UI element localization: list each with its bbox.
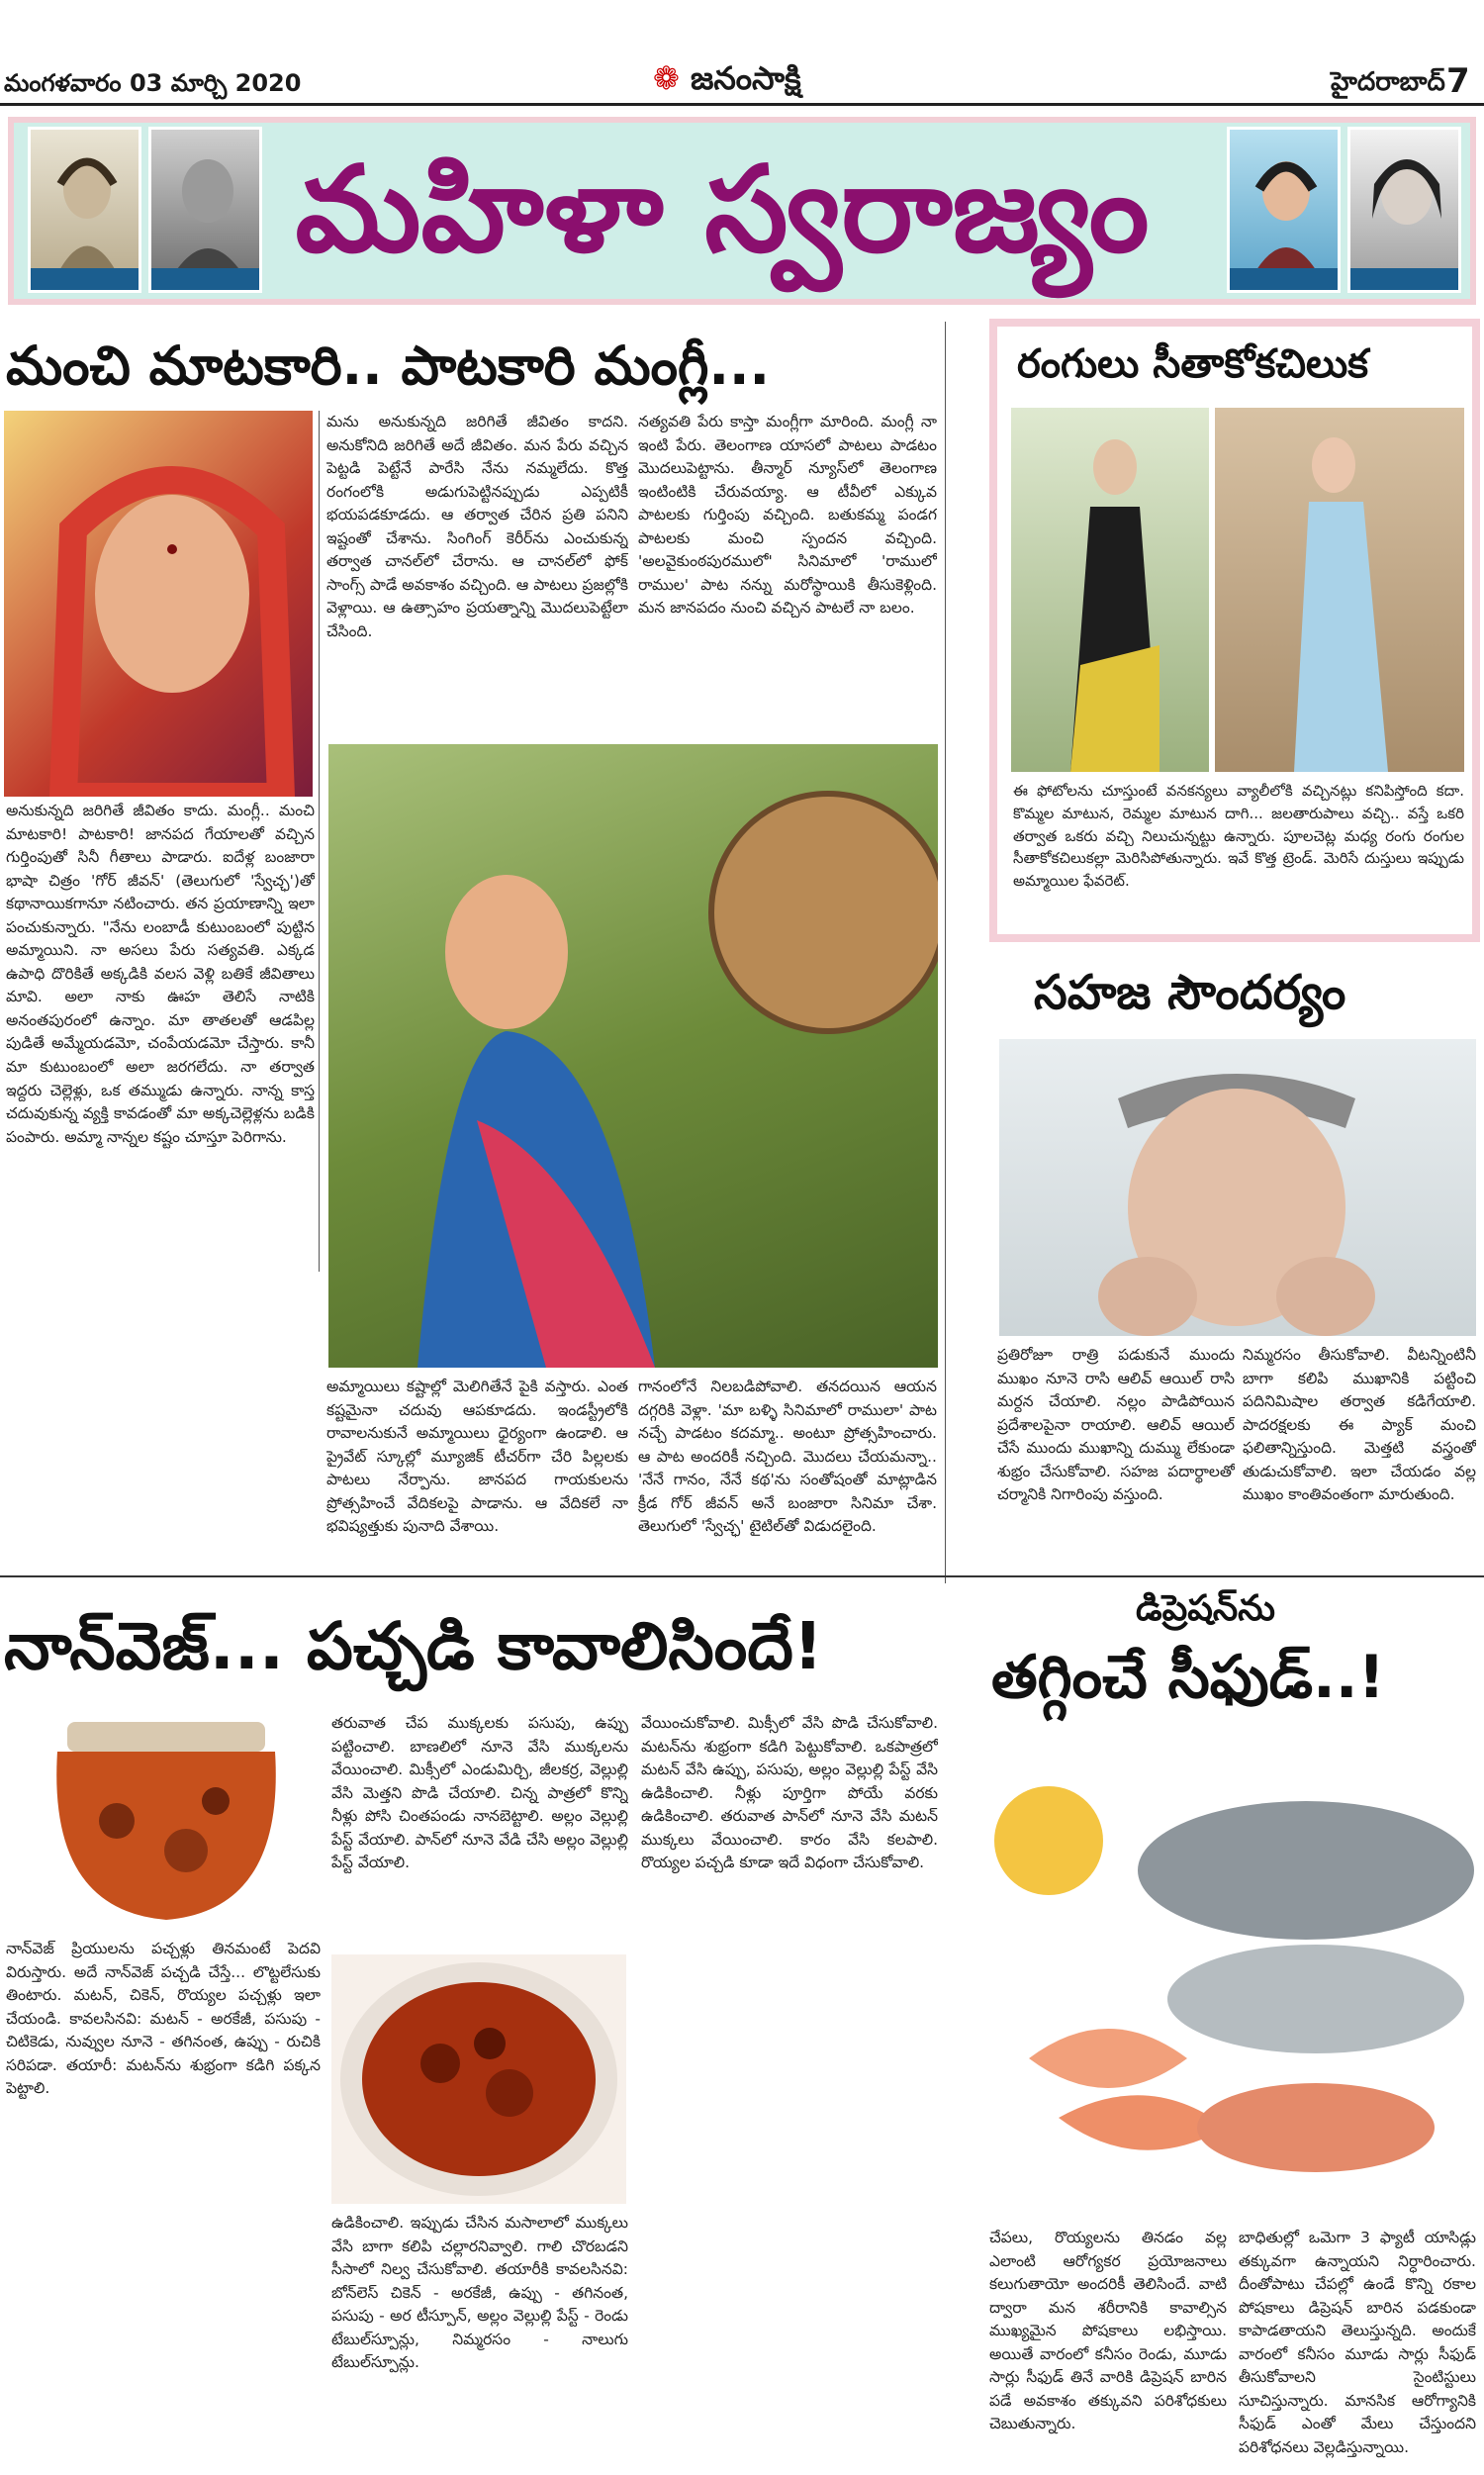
column-divider — [945, 322, 946, 1583]
story-beauty-headline: సహజ సౌందర్యం — [1034, 965, 1346, 1020]
story-seafood-column-2: బాధితుల్లో ఒమెగా 3 ఫ్యాటీ యాసిడ్లు తక్కువగా ఉన్నాయని నిర్ధారించారు. దీంతోపాటు చేపల్లో ఉండే కొన్ని రకాల పోషకాలు డిప్రెషన్ బారిన పడకుండా కాపాడతాయని తెలుస్తున్నది. అందుకే వారంలో కనీసం మూడు సార్లు సీఫుడ్ తీసుకోవాలని సైంటిస్టులు సూచిస్తున్నారు. మానసిక ఆరోగ్యానికి సీఫుడ్ ఎంతో మేలు చేస్తుందని పరిశోధనలు వెల్లడిస్తున్నాయి. — [1239, 2229, 1476, 2456]
portrait-photo-4 — [1347, 127, 1461, 293]
logo-mark-icon: ❁ — [653, 59, 680, 97]
portrait-caption-1 — [31, 268, 139, 290]
face-wash-photo — [999, 1039, 1476, 1336]
fish-and-prawns-icon — [989, 1742, 1476, 2217]
story-pickle-headline: నాన్‌వెజ్... పచ్చడి కావాలిసిందే! — [4, 1608, 823, 1684]
portrait-caption-2 — [151, 268, 259, 290]
pickle-jar-icon — [8, 1712, 323, 1930]
story-butterfly-text: ఈ ఫోటోలను చూస్తుంటే వనకన్యలు వ్యాలీలోకి వచ్చినట్లు కనిపిస్తోంది కదా. కొమ్మల మాటున, రెమ్మల మాటున దాగి... జలతారుపాలు వచ్చి.. వస్తే ఒకరి తర్వాత ఒకరు వచ్చి నిలుచున్నట్టు ఉన్నారు. పూలచెట్ల మధ్య రంగు రంగుల సీతాకోకచిలుకల్లా మెరిసిపోతున్నారు. ఇవే కొత్త ట్రెండ్. మెరిసే దుస్తులు ఇప్పుడు అమ్మాయిల ఫేవరెట్. — [1013, 782, 1464, 891]
singer-face-icon — [4, 411, 313, 797]
header-divider — [0, 103, 1484, 106]
issue-date: మంగళవారం 03 మార్చి 2020 — [4, 69, 302, 97]
edition-city: హైదరాబాద్ — [1331, 67, 1445, 97]
section-divider — [0, 1575, 1484, 1577]
woman-portrait-icon — [31, 130, 141, 278]
portrait-photo-3 — [1227, 127, 1341, 293]
column-divider — [319, 411, 320, 1272]
story-mangli-column-3: నత్యవతి పేరు కాస్తా మంగ్లీగా మారింది. మంగ్లీ నా ఇంటి పేరు. తెలంగాణ యాసలో పాటలు పాడటం మొదలుపెట్టాను. తీన్మార్ న్యూస్‌లో తెలంగాణ ఇంటింటికి చేరువయ్యా. ఆ టీవీలో ఎక్కువ పాటలకు గుర్తింపు వచ్చింది. బతుకమ్మ పండగ పాటలకు మంచి స్పందన వచ్చింది. 'అలవైకుంఠపురములో' సినిమాలో 'రాములో రాముల' పాట నన్ను మరోస్థాయికి తీసుకెళ్లింది. మన జానపదం నుంచి వచ్చిన పాటలే నా బలం. — [638, 413, 937, 618]
banner-title: మహిళా స్వరాజ్యం — [295, 142, 1150, 279]
mangli-drum-photo — [328, 744, 938, 1368]
story-mangli-column-4: అమ్మాయిలు కష్టాల్లో మెలిగితేనే పైకి వస్తారు. ఎంత కష్టమైనా చదువు ఆపకూడదు. ఇండస్ట్రీలోకి రావాలనుకునే అమ్మాయిలు ధైర్యంగా ఉండాలి. ఆ ప్రైవేట్ స్కూల్లో మ్యూజిక్ టీచర్‌గా చేరి పిల్లలకు పాటలు నేర్పాను. జానపద గాయకులను ప్రోత్సహించే వేదికలపై పాడాను. ఆ వేదికలే నా భవిష్యత్తుకు పునాది వేశాయి. — [326, 1378, 628, 1536]
story-seafood-headline: తగ్గించే సీఫుడ్..! — [991, 1643, 1385, 1712]
woman-in-blue-dress-icon — [1215, 408, 1464, 772]
portrait-caption-3 — [1230, 268, 1338, 290]
elderly-woman-portrait-icon — [151, 130, 262, 278]
story-mangli-column-2: మను అనుకున్నది జరిగితే జీవితం కాదని. అనుకోనిది జరిగితే అదే జీవితం. మన పేరు వచ్చిన పెట్టడి పెట్టేనే పారేసి నేను నమ్మలేదు. కొత్త రంగంలోకి అడుగుపెట్టినప్పుడు ఎప్పటికీ భయపడకూడదు. ఆ తర్వాత చేరిన ప్రతి పనిని ఇష్టంతో చేశాను. సింగింగ్ కెరీర్‌ను ఎంచుకున్న తర్వాత చానల్‌లో చేరాను. ఆ చానల్‌లో ఫోక్ సాంగ్స్ పాడే అవకాశం వచ్చింది. ఆ పాటలు ప్రజల్లోకి వెళ్లాయి. ఆ ఉత్సాహం ప్రయత్నాన్ని మొదలుపెట్టేలా చేసింది. — [326, 413, 628, 640]
masthead — [0, 0, 1484, 99]
mangli-portrait-photo — [4, 411, 313, 797]
fashion-photo-1 — [1011, 408, 1209, 772]
woman-in-saree-icon — [1011, 408, 1209, 772]
woman-with-drum-icon — [328, 744, 938, 1368]
story-seafood-column-1: చేపలు, రొయ్యలను తినడం వల్ల ఎలాంటి ఆరోగ్యకర ప్రయోజనాలు కలుగుతాయో అందరికీ తెలిసిందే. వాటి ద్వారా మన శరీరానికి కావాల్సిన ముఖ్యమైన పోషకాలు లభిస్తాయి. అయితే వారంలో కనీసం రెండు, మూడు సార్లు సీఫుడ్ తినే వారికి డిప్రెషన్ బారిన పడే అవకాశం తక్కువని పరిశోధకులు చెబుతున్నారు. — [989, 2229, 1227, 2433]
story-pickle-column-1: నాన్‌వెజ్ ప్రియులను పచ్చళ్లు తినమంటే పెదవి విరుస్తారు. అదే నాన్‌వెజ్ పచ్చడి చేస్తే... లొట్టలేసుకు తింటారు. మటన్, చికెన్, రొయ్యల పచ్చళ్లు ఇలా చేయండి. కావలసినవి: మటన్ - అరకేజీ, పసుపు - చిటికెడు, నువ్వుల నూనె - తగినంత, ఉప్పు - రుచికి సరిపడా. తయారీ: మటన్‌ను శుభ్రంగా కడిగి పక్కన పెట్టాలి. — [6, 1940, 321, 2098]
woman-washing-face-icon — [999, 1039, 1476, 1336]
story-beauty-column-1: ప్రతిరోజూ రాత్రి పడుకునే ముందు ముఖం నూనె రాసి ఆలివ్ ఆయిల్ రాసి మర్దన చేయాలి. నల్లం పాడిపోయిన ప్రదేశాలపైనా రాయాలి. ఆలివ్ ఆయిల్ చేసే ముందు ముఖాన్ని దుమ్ము లేకుండా శుభ్రం చేసుకోవాలి. సహజ పదార్థాలతో చర్మానికి నిగారింపు వస్తుంది. — [997, 1346, 1235, 1504]
portrait-photo-2 — [148, 127, 262, 293]
portrait-photo-1 — [28, 127, 141, 293]
story-butterfly-headline: రంగులు సీతాకోకచిలుక — [1017, 341, 1369, 387]
pickle-jar-photo — [8, 1712, 323, 1930]
story-beauty-column-2: నిమ్మరసం తీసుకోవాలి. వీటన్నింటినీ బాగా కలిపి ముఖానికి పట్టించి పదినిమిషాల తర్వాత కడిగేయాలి. పాదరక్షలకు ఈ ప్యాక్ మంచి ఫలితాన్నిస్తుంది. మెత్తటి వస్త్రంతో తుడుచుకోవాలి. ఇలా చేయడం వల్ల ముఖం కాంతివంతంగా మారుతుంది. — [1243, 1346, 1476, 1504]
story-seafood-kicker: డిప్రెషన్‌ను — [1136, 1588, 1275, 1629]
story-mangli-column-1: అనుకున్నది జరిగితే జీవితం కాదు. మంగ్లీ.. మంచి మాటకారి! పాటకారి! జానపద గేయాలతో వచ్చిన గుర్తింపుతో సినీ గీతాలు పాడారు. ఐదేళ్ల బంజారా భాషా చిత్రం 'గోర్ జీవన్' (తెలుగులో 'స్వేచ్ఛ')తో కథానాయికగానూ నటించారు. తన ప్రయాణాన్ని ఇలా పంచుకున్నారు. "నేను లంబాడీ కుటుంబంలో పుట్టిన అమ్మాయిని. నా అసలు పేరు సత్యవతి. ఎక్కడ ఉపాధి దొరికితే అక్కడికి వలస వెళ్లి బతికే జీవితాలు మావి. అలా నాకు ఊహ తెలిసే నాటికి అనంతపురంలో ఉన్నాం. మా తాతలతో ఆడపిల్ల పుడితే అమ్మేయడమో, చంపేయడమో చేస్తారు. కానీ మా కుటుంబంలో అలా జరగలేదు. నా తర్వాత ఇద్దరు చెల్లెళ్లు, ఒక తమ్ముడు ఉన్నారు. నాన్న కాస్త చదువుకున్న వ్యక్తి కావడంతో మా అక్కచెల్లెళ్లను బడికి పంపారు. అమ్మా నాన్నల కష్టం చూస్తూ పెరిగాను. — [6, 802, 315, 1146]
story-pickle-column-2: తరువాత చేప ముక్కలకు పసుపు, ఉప్పు పట్టించాలి. బాణలిలో నూనె వేసి ముక్కలను వేయించాలి. మిక్సీలో ఎండుమిర్చి, జీలకర్ర, వెల్లుల్లి వేసి మెత్తని పొడి చేయాలి. చిన్న పాత్రలో కొన్ని నీళ్లు పోసి చింతపండు నానబెట్టాలి. అల్లం వెల్లుల్లి పేస్ట్ వేయాలి. పాన్‌లో నూనె వేడి చేసి అల్లం వెల్లుల్లి పేస్ట్ వేయాలి. — [331, 1714, 628, 1872]
story-pickle-column-3: వేయించుకోవాలి. మిక్సీలో వేసి పొడి చేసుకోవాలి. మటన్‌ను శుభ్రంగా కడిగి పెట్టుకోవాలి. ఒకపాత్రలో మటన్ వేసి ఉప్పు, పసుపు, అల్లం వెల్లుల్లి పేస్ట్ వేసి ఉడికించాలి. నీళ్లు పూర్తిగా పోయే వరకు ఉడికించాలి. తరువాత పాన్‌లో నూనె వేసి మటన్ ముక్కలు వేయించాలి. కారం వేసి కలపాలి. రొయ్యల పచ్చడి కూడా ఇదే విధంగా చేసుకోవాలి. — [641, 1714, 938, 1872]
woman-portrait-icon — [1230, 130, 1341, 278]
story-mangli-column-5: గానంలోనే నిలబడిపోవాలి. తనదయిన ఆయన దగ్గరికి వెళ్లా. 'మా బళ్ళి సినిమాలో రాములా' పాట నచ్చే పాడటం కదమ్మా.. అంటూ ప్రోత్సహించారు. ఆ పాట అందరికీ నచ్చింది. మొదలు చేయమన్నా.. 'నేనే గానం, నేనే కథ'ను సంతోషంతో మాట్లాడిన క్రీడ గోర్ జీవన్ అనే బంజారా సినిమా చేశా. తెలుగులో 'స్వేచ్ఛ' టైటిల్‌తో విడుదలైంది. — [638, 1378, 937, 1536]
page-number: 7 — [1446, 61, 1470, 101]
curry-bowl-icon — [331, 1954, 626, 2204]
story-mangli-headline: మంచి మాటకారి.. పాటకారి మంగ్లీ... — [6, 334, 771, 397]
smiling-woman-portrait-icon — [1350, 130, 1461, 278]
newspaper-logo — [653, 59, 801, 105]
story-pickle-column-4: ఉడికించాలి. ఇప్పుడు చేసిన మసాలాలో ముక్కలు వేసి బాగా కలిపి చల్లారనివ్వాలి. గాలి చొరబడని సీసాలో నిల్వ చేసుకోవాలి. తయారీకి కావలసినవి: బోన్‌లెస్ చికెన్ - అరకేజీ, ఉప్పు - తగినంత, పసుపు - అర టీస్పూన్, అల్లం వెల్లుల్లి పేస్ట్ - రెండు టేబుల్‌స్పూన్లు, నిమ్మరసం - నాలుగు టేబుల్‌స్పూన్లు. — [331, 2214, 628, 2372]
logo-text: జనంసాక్షి — [690, 59, 801, 97]
seafood-photo — [989, 1742, 1476, 2217]
curry-bowl-photo — [331, 1954, 626, 2204]
fashion-photo-2 — [1215, 408, 1464, 772]
portrait-caption-4 — [1350, 268, 1458, 290]
